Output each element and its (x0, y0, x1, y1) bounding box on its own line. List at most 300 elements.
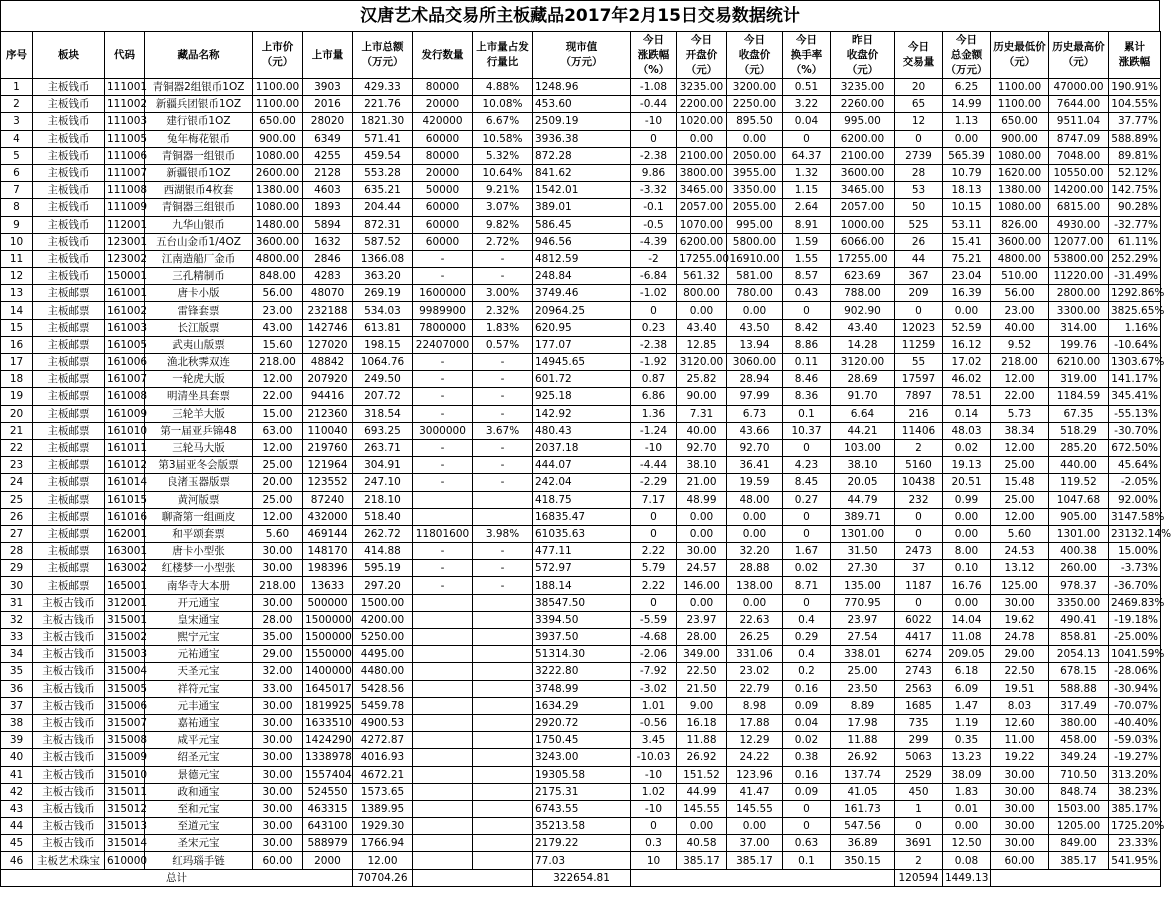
table-cell: 242.04 (533, 474, 631, 491)
table-cell: 9.00 (677, 697, 727, 714)
table-cell: 26 (1, 508, 33, 525)
table-cell: 40.00 (677, 422, 727, 439)
table-cell: 25.00 (991, 491, 1049, 508)
table-cell: 0.2 (783, 663, 831, 680)
page-title: 汉唐艺术品交易所主板藏品2017年2月15日交易数据统计 (0, 0, 1160, 31)
table-cell: 0.00 (943, 130, 991, 147)
column-header: 今日 总金额 （万元） (943, 32, 991, 79)
table-cell: 650.00 (253, 113, 303, 130)
table-cell: 0 (895, 818, 943, 835)
table-cell: 44.21 (831, 422, 895, 439)
table-cell: 20.05 (831, 474, 895, 491)
table-row (1, 405, 1161, 422)
table-cell: 613.81 (353, 319, 413, 336)
table-cell (413, 680, 473, 697)
table-cell: 65 (895, 96, 943, 113)
table-cell: 19.62 (991, 611, 1049, 628)
table-cell: 55 (895, 354, 943, 371)
table-cell: 3.07% (473, 199, 533, 216)
table-cell: 198.15 (353, 336, 413, 353)
table-cell: 162001 (105, 525, 145, 542)
table-cell: 3.67% (473, 422, 533, 439)
table-cell: 12.60 (991, 714, 1049, 731)
table-cell: 1500000 (303, 611, 353, 628)
table-cell: -2.06 (631, 646, 677, 663)
table-cell: 红楼梦一小型张 (145, 560, 253, 577)
table-cell: 9989900 (413, 302, 473, 319)
table-cell: 315006 (105, 697, 145, 714)
table-cell: 30.00 (253, 560, 303, 577)
table-cell: 125.00 (991, 577, 1049, 594)
table-cell: 142746 (303, 319, 353, 336)
table-cell: 5.60 (253, 525, 303, 542)
table-cell: 0.00 (943, 594, 991, 611)
table-cell: 5160 (895, 457, 943, 474)
table-cell: 420000 (413, 113, 473, 130)
table-cell: 0.00 (727, 818, 783, 835)
table-row (1, 216, 1161, 233)
table-cell: 367 (895, 268, 943, 285)
total-listing-amount: 70704.26 (353, 869, 413, 886)
table-cell: 雷锋套票 (145, 302, 253, 319)
table-cell: 5.60 (991, 525, 1049, 542)
table-cell: 601.72 (533, 371, 631, 388)
table-cell: 第3届亚冬会版票 (145, 457, 253, 474)
table-cell: 900.00 (253, 130, 303, 147)
table-cell: 1.36 (631, 405, 677, 422)
table-cell: 142.92 (533, 405, 631, 422)
table-cell: 14 (1, 302, 33, 319)
table-cell: 41.47 (727, 783, 783, 800)
table-cell: -2.38 (631, 147, 677, 164)
table-cell: 主板钱币 (33, 164, 105, 181)
table-cell: 623.69 (831, 268, 895, 285)
table-cell: 唐卡小版 (145, 285, 253, 302)
table-cell: 872.31 (353, 216, 413, 233)
table-cell: 905.00 (1049, 508, 1109, 525)
table-cell: 0 (631, 525, 677, 542)
table-cell: 主板古钱币 (33, 646, 105, 663)
table-cell: 1400000 (303, 663, 353, 680)
table-cell: 91.70 (831, 388, 895, 405)
table-cell: 主板古钱币 (33, 611, 105, 628)
table-cell: 40 (1, 749, 33, 766)
table-cell (413, 594, 473, 611)
table-cell: 28 (895, 164, 943, 181)
table-cell: 22.00 (253, 388, 303, 405)
table-cell: 三轮羊大版 (145, 405, 253, 422)
table-cell: 20000 (413, 164, 473, 181)
table-cell: 90.00 (677, 388, 727, 405)
table-cell: -1.24 (631, 422, 677, 439)
table-cell: 江南造船厂金币 (145, 250, 253, 267)
table-cell: 38.34 (991, 422, 1049, 439)
table-cell: 4812.59 (533, 250, 631, 267)
table-cell: 60000 (413, 199, 473, 216)
table-cell: 44.99 (677, 783, 727, 800)
table-cell: 主板钱币 (33, 113, 105, 130)
table-cell: 429.33 (353, 79, 413, 96)
table-cell (473, 680, 533, 697)
table-cell: 0 (631, 130, 677, 147)
table-cell: 5459.78 (353, 697, 413, 714)
table-cell: 111005 (105, 130, 145, 147)
table-cell: 518.40 (353, 508, 413, 525)
table-cell: 4800.00 (991, 250, 1049, 267)
table-cell: 30.00 (253, 835, 303, 852)
table-cell: 1.67 (783, 543, 831, 560)
table-cell: 111007 (105, 164, 145, 181)
table-cell: 7 (1, 182, 33, 199)
table-cell: -36.70% (1109, 577, 1161, 594)
table-cell: 161015 (105, 491, 145, 508)
column-header: 上市量 (303, 32, 353, 79)
table-cell: 6.67% (473, 113, 533, 130)
table-cell: 1634.29 (533, 697, 631, 714)
table-cell: -7.92 (631, 663, 677, 680)
table-cell: 87240 (303, 491, 353, 508)
table-cell: 5.32% (473, 147, 533, 164)
table-cell: 主板古钱币 (33, 766, 105, 783)
table-cell: 3825.65% (1109, 302, 1161, 319)
table-cell (413, 508, 473, 525)
table-cell: 23.04 (943, 268, 991, 285)
table-row (1, 835, 1161, 852)
table-row (1, 594, 1161, 611)
table-cell: 16 (1, 336, 33, 353)
table-cell: 0 (895, 594, 943, 611)
table-cell: 1292.86% (1109, 285, 1161, 302)
table-cell: 12077.00 (1049, 233, 1109, 250)
table-cell (413, 800, 473, 817)
table-cell: 30.00 (253, 800, 303, 817)
table-cell: 53.11 (943, 216, 991, 233)
table-cell: 142.75% (1109, 182, 1161, 199)
table-cell: 23.33% (1109, 835, 1161, 852)
table-cell: 景德元宝 (145, 766, 253, 783)
table-cell: 350.15 (831, 852, 895, 869)
table-cell: 735 (895, 714, 943, 731)
table-cell: 477.11 (533, 543, 631, 560)
table-cell: 主板古钱币 (33, 663, 105, 680)
table-cell: 111006 (105, 147, 145, 164)
table-cell: 2175.31 (533, 783, 631, 800)
table-cell: 43.40 (677, 319, 727, 336)
table-cell: 6 (1, 164, 33, 181)
table-cell: 35213.58 (533, 818, 631, 835)
table-cell: 518.29 (1049, 422, 1109, 439)
table-cell: 0.23 (631, 319, 677, 336)
table-cell: 22.50 (677, 663, 727, 680)
table-cell: 8747.09 (1049, 130, 1109, 147)
table-cell: 163002 (105, 560, 145, 577)
table-cell: 主板邮票 (33, 302, 105, 319)
table-cell: 3937.50 (533, 629, 631, 646)
table-cell: 0 (895, 525, 943, 542)
table-cell: - (473, 560, 533, 577)
table-cell: 24.57 (677, 560, 727, 577)
table-cell: -2 (631, 250, 677, 267)
table-cell: 490.41 (1049, 611, 1109, 628)
empty-cell (631, 869, 895, 886)
table-cell: 56.00 (253, 285, 303, 302)
table-cell: -4.44 (631, 457, 677, 474)
table-cell: 46 (1, 852, 33, 869)
table-cell (473, 508, 533, 525)
table-cell: 9 (1, 216, 33, 233)
table-cell: 3600.00 (831, 164, 895, 181)
table-cell: 1301.00 (831, 525, 895, 542)
table-cell: 31.50 (831, 543, 895, 560)
table-cell: 48.99 (677, 491, 727, 508)
table-cell: 主板邮票 (33, 508, 105, 525)
table-cell: 4 (1, 130, 33, 147)
column-header: 今日 收盘价 （元） (727, 32, 783, 79)
table-cell: 4200.00 (353, 611, 413, 628)
table-cell (473, 611, 533, 628)
table-cell: 0 (783, 525, 831, 542)
table-cell: 53800.00 (1049, 250, 1109, 267)
table-cell: 127020 (303, 336, 353, 353)
table-cell: 11801600 (413, 525, 473, 542)
table-cell: 皇宋通宝 (145, 611, 253, 628)
table-cell: 4417 (895, 629, 943, 646)
table-cell: - (413, 474, 473, 491)
table-cell: 33 (1, 629, 33, 646)
table-cell (413, 818, 473, 835)
table-cell: 20 (1, 405, 33, 422)
table-cell: 青铜器三组银币 (145, 199, 253, 216)
table-cell: 0.87 (631, 371, 677, 388)
table-cell: 0.00 (943, 508, 991, 525)
table-cell: 10550.00 (1049, 164, 1109, 181)
table-cell: 315012 (105, 800, 145, 817)
table-row (1, 560, 1161, 577)
table-cell: 151.52 (677, 766, 727, 783)
table-cell: 588.89% (1109, 130, 1161, 147)
table-cell: 64.37 (783, 147, 831, 164)
table-cell: 1100.00 (991, 96, 1049, 113)
table-cell: 1 (1, 79, 33, 96)
table-cell: 28.00 (253, 611, 303, 628)
table-cell: 0.09 (783, 783, 831, 800)
table-cell: 2.22 (631, 543, 677, 560)
table-cell: 895.50 (727, 113, 783, 130)
table-cell: 4603 (303, 182, 353, 199)
table-cell: 第一届亚乒锦48 (145, 422, 253, 439)
table-cell: 10.58% (473, 130, 533, 147)
table-cell: 1.32 (783, 164, 831, 181)
table-cell: 9.86 (631, 164, 677, 181)
table-cell: 1.55 (783, 250, 831, 267)
table-cell: 16835.47 (533, 508, 631, 525)
table-cell: 1766.94 (353, 835, 413, 852)
table-cell: 161003 (105, 319, 145, 336)
table-cell: 0.00 (677, 594, 727, 611)
table-cell: 5063 (895, 749, 943, 766)
table-cell: 主板钱币 (33, 147, 105, 164)
table-cell: 6210.00 (1049, 354, 1109, 371)
table-cell: 26 (895, 233, 943, 250)
table-cell: 315001 (105, 611, 145, 628)
table-cell: 693.25 (353, 422, 413, 439)
table-row (1, 147, 1161, 164)
table-row (1, 697, 1161, 714)
table-cell: 武夷山版票 (145, 336, 253, 353)
table-cell: -1.92 (631, 354, 677, 371)
table-cell: 123552 (303, 474, 353, 491)
table-cell: 978.37 (1049, 577, 1109, 594)
column-header: 上市总额 （万元） (353, 32, 413, 79)
table-cell: 青铜器2组银币1OZ (145, 79, 253, 96)
column-header: 历史最低价 （元） (991, 32, 1049, 79)
table-cell: 39 (1, 732, 33, 749)
table-cell: 0.38 (783, 749, 831, 766)
table-cell: 60000 (413, 216, 473, 233)
table-cell: 45 (1, 835, 33, 852)
table-cell: 主板古钱币 (33, 680, 105, 697)
table-cell: 385.17% (1109, 800, 1161, 817)
table-cell: 218.00 (253, 577, 303, 594)
table-cell (413, 714, 473, 731)
table-cell: 20000 (413, 96, 473, 113)
table-cell: 17.88 (727, 714, 783, 731)
table-cell: 2057.00 (677, 199, 727, 216)
table-cell: 主板钱币 (33, 268, 105, 285)
table-cell: 0.00 (677, 130, 727, 147)
table-cell: 8.42 (783, 319, 831, 336)
table-cell: 0.00 (727, 302, 783, 319)
table-cell: 43.50 (727, 319, 783, 336)
table-cell: 315007 (105, 714, 145, 731)
table-cell: 3000000 (413, 422, 473, 439)
table-cell: - (413, 388, 473, 405)
table-cell: 385.17 (677, 852, 727, 869)
table-cell: 30.00 (991, 800, 1049, 817)
empty-cell (991, 869, 1161, 886)
table-cell: 50 (895, 199, 943, 216)
table-row (1, 113, 1161, 130)
table-cell: 2.64 (783, 199, 831, 216)
table-cell: 1187 (895, 577, 943, 594)
table-cell (413, 783, 473, 800)
table-cell: 主板钱币 (33, 96, 105, 113)
table-cell: 3936.38 (533, 130, 631, 147)
table-cell: 3120.00 (677, 354, 727, 371)
table-cell: 30.00 (253, 783, 303, 800)
table-row (1, 371, 1161, 388)
table-cell: 3147.58% (1109, 508, 1161, 525)
table-cell: 75.21 (943, 250, 991, 267)
table-cell: 3222.80 (533, 663, 631, 680)
table-cell: 3060.00 (727, 354, 783, 371)
table-cell: -31.49% (1109, 268, 1161, 285)
table-cell: 0 (783, 818, 831, 835)
table-cell: 3465.00 (831, 182, 895, 199)
table-cell: 788.00 (831, 285, 895, 302)
table-cell: 218.10 (353, 491, 413, 508)
table-cell: 1750.45 (533, 732, 631, 749)
table-cell: 3235.00 (831, 79, 895, 96)
table-cell: 60.00 (253, 852, 303, 869)
table-cell: 643100 (303, 818, 353, 835)
table-cell: 30.00 (991, 818, 1049, 835)
table-cell: 29 (1, 560, 33, 577)
table-cell: 新疆兵团银币1OZ (145, 96, 253, 113)
table-row (1, 96, 1161, 113)
table-cell: 至和元宝 (145, 800, 253, 817)
table-cell: 56.00 (991, 285, 1049, 302)
table-cell (473, 766, 533, 783)
table-cell: 新疆银币1OZ (145, 164, 253, 181)
table-cell: 11.08 (943, 629, 991, 646)
table-row (1, 233, 1161, 250)
table-cell: 262.72 (353, 525, 413, 542)
table-cell: 207920 (303, 371, 353, 388)
table-cell: 50000 (413, 182, 473, 199)
table-cell: 6.09 (943, 680, 991, 697)
table-cell: 10438 (895, 474, 943, 491)
table-cell: 3691 (895, 835, 943, 852)
table-cell: 23.97 (677, 611, 727, 628)
table-row (1, 852, 1161, 869)
table-cell: 16.12 (943, 336, 991, 353)
table-cell: 22.00 (991, 388, 1049, 405)
table-row (1, 354, 1161, 371)
table-cell: 12 (895, 113, 943, 130)
table-cell: 1248.96 (533, 79, 631, 96)
table-row (1, 491, 1161, 508)
table-cell: 11 (1, 250, 33, 267)
table-cell: 345.41% (1109, 388, 1161, 405)
table-cell: 0.4 (783, 611, 831, 628)
table-cell: 315003 (105, 646, 145, 663)
table-cell: 581.00 (727, 268, 783, 285)
table-cell: 315011 (105, 783, 145, 800)
table-row (1, 646, 1161, 663)
table-cell: 161.73 (831, 800, 895, 817)
table-cell: 7048.00 (1049, 147, 1109, 164)
table-row (1, 783, 1161, 800)
table-cell: 10.79 (943, 164, 991, 181)
table-cell: 2473 (895, 543, 943, 560)
table-cell: 28 (1, 543, 33, 560)
table-cell: 主板古钱币 (33, 749, 105, 766)
table-cell: 314.00 (1049, 319, 1109, 336)
table-row (1, 130, 1161, 147)
column-header: 今日 涨跌幅 （%） (631, 32, 677, 79)
table-cell: 1389.95 (353, 800, 413, 817)
header-row (1, 32, 1161, 79)
table-cell: 48.03 (943, 422, 991, 439)
table-cell: 111009 (105, 199, 145, 216)
table-cell: 315014 (105, 835, 145, 852)
table-cell: 450 (895, 783, 943, 800)
table-cell: 148170 (303, 543, 353, 560)
table-row (1, 422, 1161, 439)
table-cell: 30.00 (991, 835, 1049, 852)
table-cell: 0.63 (783, 835, 831, 852)
table-cell: 1047.68 (1049, 491, 1109, 508)
table-cell: 3600.00 (253, 233, 303, 250)
table-cell: - (473, 439, 533, 456)
table-cell: 主板古钱币 (33, 835, 105, 852)
total-row (1, 869, 1161, 886)
table-cell: 34 (1, 646, 33, 663)
table-cell: 11.88 (677, 732, 727, 749)
table-cell: 4255 (303, 147, 353, 164)
table-cell: 2.22 (631, 577, 677, 594)
